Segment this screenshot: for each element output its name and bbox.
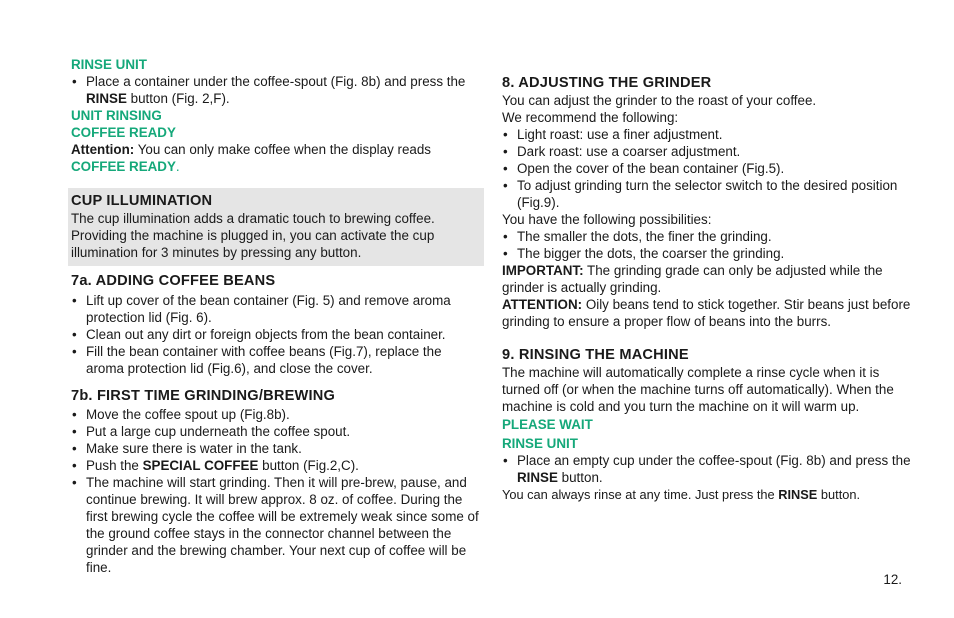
list-item: • The machine will start grinding. Then it will pre-brew, pause, and continue brewing. It will brew approx. 8 oz. of coffee. During the first brewing cycle the coffee will be extremely weak since some of the ground coffee stays in the connector channel between the grinder and the brewing chamber. Your next cup of coffee will be fine. — [71, 474, 481, 576]
first-grinding-section — [71, 387, 481, 576]
rinsing-text: The machine will automatically complete a rinse cycle when it is turned off (or when the machine turns off automatically). When the machine is cold and you turn the machine on it will warm up. — [502, 365, 894, 414]
right-column — [502, 74, 912, 503]
text: Oily beans tend to stick together. Stir beans just before grinding to ensure a proper flow of beans into the burrs. — [502, 297, 911, 329]
list-item: • Clean out any dirt or foreign objects from the bean container. — [71, 326, 481, 343]
period: . — [175, 159, 180, 174]
important-label: IMPORTANT: — [502, 263, 584, 278]
left-column — [71, 56, 481, 576]
list-item: • Light roast: use a finer adjustment. — [502, 126, 912, 143]
attention-label: ATTENTION: — [502, 297, 583, 312]
important-note — [502, 262, 912, 296]
list-item: • Put a large cup underneath the coffee spout. — [71, 423, 481, 440]
cup-illumination-section — [68, 188, 484, 266]
text: Place a container under the coffee-spout (Fig. 8b) and press the — [86, 74, 466, 89]
grinder-list — [502, 126, 912, 211]
rinsing-machine-section — [502, 346, 912, 503]
display-rinse-unit: RINSE UNIT — [502, 436, 578, 451]
grinder-possibilities: You have the following possibilities: — [502, 212, 712, 227]
attention-note — [502, 296, 912, 330]
text: button (Fig. 2,F). — [126, 91, 230, 106]
grinder-dots-list — [502, 228, 912, 262]
rinse-unit-title: RINSE UNIT — [71, 57, 147, 72]
cup-illumination-text: The cup illumination adds a dramatic touch to brewing coffee. Providing the machine is plugged in, you can activate the cup illumination for 3 minutes by pressing any button. — [71, 211, 435, 260]
list-item: • Move the coffee spout up (Fig.8b). — [71, 406, 481, 423]
display-coffee-ready: COFFEE READY — [71, 125, 176, 140]
cup-illumination-title: CUP ILLUMINATION — [71, 193, 213, 209]
text: Push the — [86, 458, 143, 473]
text: button. — [557, 470, 603, 485]
display-coffee-ready-inline: COFFEE READY — [71, 159, 176, 174]
text: You can only make coffee when the display reads — [134, 142, 431, 157]
display-please-wait: PLEASE WAIT — [502, 417, 593, 432]
attention-note — [71, 141, 481, 175]
first-grinding-title: 7b. FIRST TIME GRINDING/BREWING — [71, 388, 336, 404]
rinse-unit-section — [71, 56, 481, 175]
adding-beans-title: 7a. ADDING COFFEE BEANS — [71, 273, 276, 289]
list-item: • Dark roast: use a coarser adjustment. — [502, 143, 912, 160]
special-coffee-keyword: SPECIAL COFFEE — [142, 458, 259, 473]
grinder-intro: You can adjust the grinder to the roast of your coffee. — [502, 93, 817, 108]
page-number: 12. — [883, 572, 902, 587]
adjusting-grinder-title: 8. ADJUSTING THE GRINDER — [502, 75, 712, 91]
list-item: • Open the cover of the bean container (Fig.5). — [502, 160, 912, 177]
grinder-recommend: We recommend the following: — [502, 110, 679, 125]
display-unit-rinsing: UNIT RINSING — [71, 108, 162, 123]
text: You can always rinse at any time. Just press the — [502, 487, 779, 502]
list-item: • The smaller the dots, the finer the grinding. — [502, 228, 912, 245]
text: button. — [817, 487, 861, 502]
rinsing-machine-title: 9. RINSING THE MACHINE — [502, 347, 689, 363]
list-item: • Fill the bean container with coffee beans (Fig.7), replace the aroma protection lid (Fig.6), and close the cover. — [71, 343, 481, 377]
list-item: • Make sure there is water in the tank. — [71, 440, 481, 457]
list-item: • The bigger the dots, the coarser the grinding. — [502, 245, 912, 262]
rinse-note — [502, 486, 912, 503]
rinse-unit-list — [71, 73, 481, 107]
list-item: • To adjust grinding turn the selector switch to the desired position (Fig.9). — [502, 177, 912, 211]
adding-beans-list — [71, 292, 481, 377]
list-item: • Lift up cover of the bean container (Fig. 5) and remove aroma protection lid (Fig. 6). — [71, 292, 481, 326]
rinse-keyword: RINSE — [778, 487, 818, 502]
adjusting-grinder-section — [502, 74, 912, 330]
rinse-keyword: RINSE — [517, 470, 558, 485]
rinse-keyword: RINSE — [86, 91, 127, 106]
list-item — [502, 452, 912, 486]
text: button (Fig.2,C). — [258, 458, 359, 473]
adding-beans-section — [71, 272, 481, 377]
attention-label: Attention: — [71, 142, 135, 157]
first-grinding-list — [71, 406, 481, 576]
rinsing-list — [502, 452, 912, 486]
list-item — [71, 73, 481, 107]
text: Place an empty cup under the coffee-spout (Fig. 8b) and press the — [517, 453, 911, 468]
text: The grinding grade can only be adjusted while the grinder is actually grinding. — [502, 263, 883, 295]
list-item — [71, 457, 481, 474]
